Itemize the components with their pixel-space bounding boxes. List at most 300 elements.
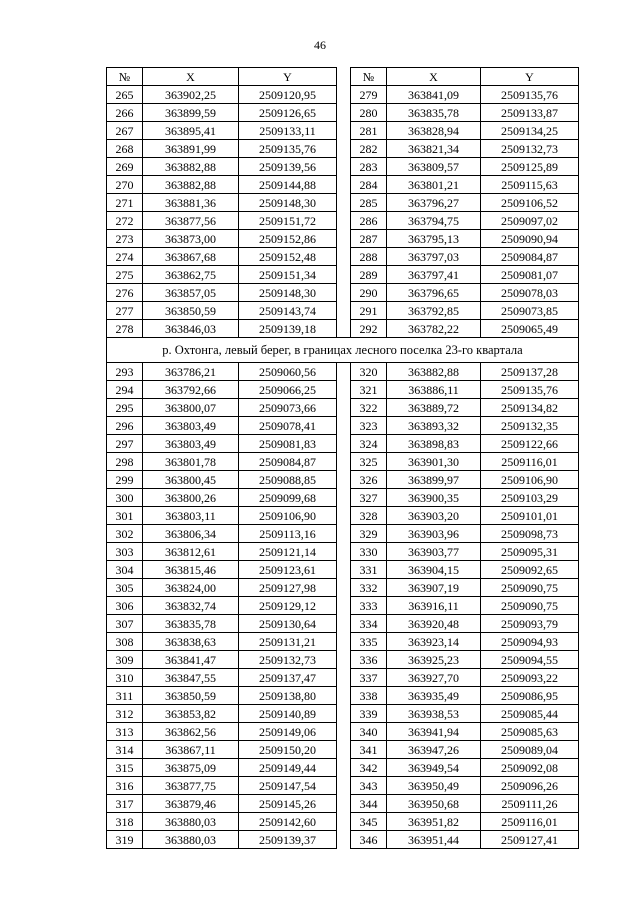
cell-right-y: 2509090,75 xyxy=(481,579,579,597)
table-row xyxy=(107,248,579,266)
cell-left-x: 363803,11 xyxy=(143,507,239,525)
cell-right-y: 2509094,93 xyxy=(481,633,579,651)
cell-left-num: 266 xyxy=(107,104,143,122)
cell-left-x: 363853,82 xyxy=(143,705,239,723)
cell-left-y: 2509131,21 xyxy=(239,633,337,651)
cell-left-y: 2509066,25 xyxy=(239,381,337,399)
cell-right-y: 2509085,44 xyxy=(481,705,579,723)
cell-left-num: 270 xyxy=(107,176,143,194)
cell-left-y: 2509113,16 xyxy=(239,525,337,543)
cell-right-y: 2509086,95 xyxy=(481,687,579,705)
table-row xyxy=(107,363,579,381)
cell-right-x: 363927,70 xyxy=(387,669,481,687)
column-gap xyxy=(337,399,351,417)
column-gap xyxy=(337,320,351,338)
cell-right-num: 327 xyxy=(351,489,387,507)
cell-right-x: 363801,21 xyxy=(387,176,481,194)
cell-right-y: 2509122,66 xyxy=(481,435,579,453)
table-row xyxy=(107,453,579,471)
column-gap xyxy=(337,158,351,176)
cell-right-y: 2509132,73 xyxy=(481,140,579,158)
table-row xyxy=(107,723,579,741)
table-row xyxy=(107,507,579,525)
column-gap xyxy=(337,248,351,266)
cell-left-x: 363880,03 xyxy=(143,813,239,831)
cell-right-y: 2509111,26 xyxy=(481,795,579,813)
cell-right-y: 2509085,63 xyxy=(481,723,579,741)
cell-right-num: 326 xyxy=(351,471,387,489)
block2-body xyxy=(107,363,579,849)
cell-left-x: 363850,59 xyxy=(143,302,239,320)
cell-right-y: 2509073,85 xyxy=(481,302,579,320)
cell-right-num: 330 xyxy=(351,543,387,561)
cell-right-num: 336 xyxy=(351,651,387,669)
table-row xyxy=(107,633,579,651)
table-row xyxy=(107,176,579,194)
header-num: № xyxy=(351,68,387,86)
table-row xyxy=(107,813,579,831)
cell-left-x: 363803,49 xyxy=(143,435,239,453)
cell-left-num: 306 xyxy=(107,597,143,615)
cell-right-y: 2509094,55 xyxy=(481,651,579,669)
cell-left-y: 2509147,54 xyxy=(239,777,337,795)
column-gap xyxy=(337,176,351,194)
column-gap xyxy=(337,453,351,471)
cell-left-x: 363891,99 xyxy=(143,140,239,158)
cell-left-y: 2509144,88 xyxy=(239,176,337,194)
cell-left-num: 271 xyxy=(107,194,143,212)
cell-right-x: 363794,75 xyxy=(387,212,481,230)
cell-right-y: 2509106,90 xyxy=(481,471,579,489)
column-gap xyxy=(337,363,351,381)
column-gap xyxy=(337,266,351,284)
column-gap xyxy=(337,777,351,795)
table-row xyxy=(107,381,579,399)
cell-right-num: 345 xyxy=(351,813,387,831)
cell-right-y: 2509127,41 xyxy=(481,831,579,849)
cell-right-y: 2509125,89 xyxy=(481,158,579,176)
cell-right-x: 363949,54 xyxy=(387,759,481,777)
cell-right-y: 2509065,49 xyxy=(481,320,579,338)
table-row xyxy=(107,561,579,579)
cell-left-num: 316 xyxy=(107,777,143,795)
block1-body xyxy=(107,86,579,338)
table-row xyxy=(107,266,579,284)
cell-right-num: 340 xyxy=(351,723,387,741)
cell-right-num: 332 xyxy=(351,579,387,597)
table-row xyxy=(107,597,579,615)
cell-left-num: 297 xyxy=(107,435,143,453)
cell-left-x: 363873,00 xyxy=(143,230,239,248)
column-gap xyxy=(337,417,351,435)
cell-left-num: 277 xyxy=(107,302,143,320)
column-gap xyxy=(337,597,351,615)
cell-left-x: 363786,21 xyxy=(143,363,239,381)
cell-right-num: 325 xyxy=(351,453,387,471)
cell-left-x: 363812,61 xyxy=(143,543,239,561)
cell-left-num: 319 xyxy=(107,831,143,849)
cell-left-x: 363895,41 xyxy=(143,122,239,140)
cell-left-num: 309 xyxy=(107,651,143,669)
cell-left-y: 2509151,34 xyxy=(239,266,337,284)
cell-left-x: 363800,26 xyxy=(143,489,239,507)
cell-left-num: 275 xyxy=(107,266,143,284)
table-row xyxy=(107,284,579,302)
cell-right-y: 2509133,87 xyxy=(481,104,579,122)
table-row xyxy=(107,104,579,122)
table-row xyxy=(107,651,579,669)
cell-right-x: 363886,11 xyxy=(387,381,481,399)
column-gap xyxy=(337,615,351,633)
cell-right-num: 282 xyxy=(351,140,387,158)
column-gap xyxy=(337,381,351,399)
cell-right-y: 2509092,08 xyxy=(481,759,579,777)
cell-left-x: 363838,63 xyxy=(143,633,239,651)
cell-right-num: 287 xyxy=(351,230,387,248)
cell-right-x: 363903,77 xyxy=(387,543,481,561)
cell-right-x: 363951,82 xyxy=(387,813,481,831)
cell-left-x: 363867,11 xyxy=(143,741,239,759)
cell-left-num: 293 xyxy=(107,363,143,381)
cell-left-x: 363850,59 xyxy=(143,687,239,705)
cell-left-y: 2509137,47 xyxy=(239,669,337,687)
column-gap xyxy=(337,813,351,831)
section-row xyxy=(107,338,579,363)
cell-left-num: 272 xyxy=(107,212,143,230)
cell-left-x: 363881,36 xyxy=(143,194,239,212)
cell-left-y: 2509099,68 xyxy=(239,489,337,507)
cell-right-y: 2509134,25 xyxy=(481,122,579,140)
cell-left-num: 307 xyxy=(107,615,143,633)
column-gap xyxy=(337,633,351,651)
cell-right-x: 363941,94 xyxy=(387,723,481,741)
cell-right-x: 363938,53 xyxy=(387,705,481,723)
cell-left-num: 301 xyxy=(107,507,143,525)
cell-right-y: 2509116,01 xyxy=(481,453,579,471)
cell-left-num: 312 xyxy=(107,705,143,723)
column-gap xyxy=(337,561,351,579)
cell-left-y: 2509081,83 xyxy=(239,435,337,453)
column-gap xyxy=(337,507,351,525)
cell-left-y: 2509143,74 xyxy=(239,302,337,320)
cell-left-y: 2509126,65 xyxy=(239,104,337,122)
column-gap xyxy=(337,741,351,759)
cell-right-x: 363903,20 xyxy=(387,507,481,525)
cell-left-x: 363902,25 xyxy=(143,86,239,104)
table-row xyxy=(107,140,579,158)
table-row xyxy=(107,543,579,561)
cell-right-num: 337 xyxy=(351,669,387,687)
cell-left-y: 2509121,14 xyxy=(239,543,337,561)
cell-left-num: 294 xyxy=(107,381,143,399)
cell-right-y: 2509097,02 xyxy=(481,212,579,230)
cell-right-x: 363923,14 xyxy=(387,633,481,651)
cell-right-num: 341 xyxy=(351,741,387,759)
cell-right-num: 284 xyxy=(351,176,387,194)
cell-left-num: 267 xyxy=(107,122,143,140)
column-gap xyxy=(337,795,351,813)
cell-left-y: 2509149,06 xyxy=(239,723,337,741)
cell-left-num: 296 xyxy=(107,417,143,435)
cell-left-y: 2509133,11 xyxy=(239,122,337,140)
header-y: Y xyxy=(239,68,337,86)
cell-left-x: 363857,05 xyxy=(143,284,239,302)
column-gap xyxy=(337,122,351,140)
header-x: X xyxy=(387,68,481,86)
cell-left-y: 2509139,18 xyxy=(239,320,337,338)
cell-right-y: 2509095,31 xyxy=(481,543,579,561)
cell-right-num: 324 xyxy=(351,435,387,453)
cell-right-y: 2509078,03 xyxy=(481,284,579,302)
cell-right-x: 363796,27 xyxy=(387,194,481,212)
header-x: X xyxy=(143,68,239,86)
column-gap xyxy=(337,651,351,669)
cell-right-num: 339 xyxy=(351,705,387,723)
cell-left-x: 363803,49 xyxy=(143,417,239,435)
cell-right-num: 289 xyxy=(351,266,387,284)
cell-left-y: 2509150,20 xyxy=(239,741,337,759)
cell-right-y: 2509101,01 xyxy=(481,507,579,525)
cell-right-y: 2509132,35 xyxy=(481,417,579,435)
table-header-row xyxy=(107,68,579,86)
cell-right-num: 279 xyxy=(351,86,387,104)
cell-right-x: 363796,65 xyxy=(387,284,481,302)
table-row xyxy=(107,489,579,507)
cell-left-num: 302 xyxy=(107,525,143,543)
cell-right-num: 328 xyxy=(351,507,387,525)
column-gap xyxy=(337,831,351,849)
cell-left-num: 313 xyxy=(107,723,143,741)
column-gap xyxy=(337,669,351,687)
table-row xyxy=(107,320,579,338)
cell-right-x: 363797,03 xyxy=(387,248,481,266)
cell-right-x: 363903,96 xyxy=(387,525,481,543)
cell-right-x: 363925,23 xyxy=(387,651,481,669)
cell-left-x: 363867,68 xyxy=(143,248,239,266)
cell-right-num: 285 xyxy=(351,194,387,212)
cell-right-num: 286 xyxy=(351,212,387,230)
cell-right-y: 2509081,07 xyxy=(481,266,579,284)
cell-right-y: 2509090,75 xyxy=(481,597,579,615)
cell-left-y: 2509152,86 xyxy=(239,230,337,248)
table-row xyxy=(107,399,579,417)
table-row xyxy=(107,777,579,795)
cell-left-num: 274 xyxy=(107,248,143,266)
cell-left-num: 304 xyxy=(107,561,143,579)
column-gap xyxy=(337,284,351,302)
table-row xyxy=(107,471,579,489)
cell-left-num: 317 xyxy=(107,795,143,813)
header-num: № xyxy=(107,68,143,86)
coordinates-table xyxy=(106,67,579,849)
cell-right-num: 344 xyxy=(351,795,387,813)
column-gap xyxy=(337,723,351,741)
cell-left-x: 363880,03 xyxy=(143,831,239,849)
cell-left-num: 303 xyxy=(107,543,143,561)
page-number: 46 xyxy=(314,38,326,52)
cell-right-num: 331 xyxy=(351,561,387,579)
cell-right-y: 2509134,82 xyxy=(481,399,579,417)
cell-left-y: 2509078,41 xyxy=(239,417,337,435)
cell-left-y: 2509152,48 xyxy=(239,248,337,266)
column-gap xyxy=(337,579,351,597)
cell-left-x: 363832,74 xyxy=(143,597,239,615)
cell-left-num: 295 xyxy=(107,399,143,417)
column-gap xyxy=(337,212,351,230)
cell-left-y: 2509142,60 xyxy=(239,813,337,831)
cell-left-y: 2509060,56 xyxy=(239,363,337,381)
cell-left-x: 363800,45 xyxy=(143,471,239,489)
cell-left-num: 299 xyxy=(107,471,143,489)
table-row xyxy=(107,579,579,597)
cell-right-y: 2509089,04 xyxy=(481,741,579,759)
cell-left-x: 363806,34 xyxy=(143,525,239,543)
cell-right-num: 342 xyxy=(351,759,387,777)
cell-left-x: 363792,66 xyxy=(143,381,239,399)
column-gap xyxy=(337,140,351,158)
cell-left-y: 2509145,26 xyxy=(239,795,337,813)
header-y: Y xyxy=(481,68,579,86)
cell-right-x: 363882,88 xyxy=(387,363,481,381)
cell-right-num: 334 xyxy=(351,615,387,633)
column-gap xyxy=(337,705,351,723)
table-row xyxy=(107,741,579,759)
column-gap xyxy=(337,759,351,777)
column-gap xyxy=(337,86,351,104)
cell-left-num: 300 xyxy=(107,489,143,507)
cell-right-x: 363828,94 xyxy=(387,122,481,140)
cell-left-x: 363882,88 xyxy=(143,158,239,176)
cell-right-num: 280 xyxy=(351,104,387,122)
table-row xyxy=(107,435,579,453)
cell-right-x: 363809,57 xyxy=(387,158,481,176)
cell-left-num: 298 xyxy=(107,453,143,471)
cell-right-x: 363782,22 xyxy=(387,320,481,338)
cell-left-x: 363835,78 xyxy=(143,615,239,633)
cell-left-x: 363877,56 xyxy=(143,212,239,230)
cell-right-x: 363889,72 xyxy=(387,399,481,417)
table-row xyxy=(107,831,579,849)
column-gap xyxy=(337,435,351,453)
table-row xyxy=(107,525,579,543)
table-row xyxy=(107,212,579,230)
cell-right-x: 363841,09 xyxy=(387,86,481,104)
cell-right-y: 2509115,63 xyxy=(481,176,579,194)
cell-left-num: 318 xyxy=(107,813,143,831)
cell-left-num: 314 xyxy=(107,741,143,759)
cell-left-x: 363846,03 xyxy=(143,320,239,338)
cell-left-y: 2509127,98 xyxy=(239,579,337,597)
cell-right-x: 363821,34 xyxy=(387,140,481,158)
cell-left-num: 268 xyxy=(107,140,143,158)
cell-left-x: 363877,75 xyxy=(143,777,239,795)
cell-right-num: 323 xyxy=(351,417,387,435)
cell-left-x: 363801,78 xyxy=(143,453,239,471)
cell-right-y: 2509093,79 xyxy=(481,615,579,633)
cell-right-x: 363935,49 xyxy=(387,687,481,705)
cell-right-x: 363951,44 xyxy=(387,831,481,849)
cell-right-x: 363901,30 xyxy=(387,453,481,471)
cell-left-y: 2509135,76 xyxy=(239,140,337,158)
cell-left-num: 269 xyxy=(107,158,143,176)
table-row xyxy=(107,795,579,813)
column-gap xyxy=(337,489,351,507)
cell-left-num: 315 xyxy=(107,759,143,777)
cell-right-y: 2509137,28 xyxy=(481,363,579,381)
column-gap xyxy=(337,525,351,543)
cell-right-num: 288 xyxy=(351,248,387,266)
table-row xyxy=(107,86,579,104)
cell-right-num: 283 xyxy=(351,158,387,176)
cell-right-num: 335 xyxy=(351,633,387,651)
cell-right-x: 363835,78 xyxy=(387,104,481,122)
table-row xyxy=(107,194,579,212)
cell-right-num: 320 xyxy=(351,363,387,381)
table-row xyxy=(107,417,579,435)
cell-right-y: 2509090,94 xyxy=(481,230,579,248)
cell-right-num: 321 xyxy=(351,381,387,399)
cell-right-y: 2509098,73 xyxy=(481,525,579,543)
cell-right-num: 322 xyxy=(351,399,387,417)
column-gap xyxy=(337,104,351,122)
cell-left-num: 265 xyxy=(107,86,143,104)
cell-left-y: 2509148,30 xyxy=(239,194,337,212)
cell-left-num: 305 xyxy=(107,579,143,597)
column-gap xyxy=(337,68,351,86)
table-row xyxy=(107,230,579,248)
cell-right-y: 2509093,22 xyxy=(481,669,579,687)
table-row xyxy=(107,705,579,723)
cell-right-y: 2509103,29 xyxy=(481,489,579,507)
cell-left-x: 363862,56 xyxy=(143,723,239,741)
cell-left-y: 2509106,90 xyxy=(239,507,337,525)
cell-left-y: 2509139,37 xyxy=(239,831,337,849)
cell-left-x: 363841,47 xyxy=(143,651,239,669)
cell-right-x: 363920,48 xyxy=(387,615,481,633)
cell-right-x: 363797,41 xyxy=(387,266,481,284)
cell-left-num: 311 xyxy=(107,687,143,705)
cell-left-x: 363815,46 xyxy=(143,561,239,579)
cell-left-y: 2509120,95 xyxy=(239,86,337,104)
cell-right-num: 291 xyxy=(351,302,387,320)
column-gap xyxy=(337,194,351,212)
cell-right-x: 363907,19 xyxy=(387,579,481,597)
cell-right-y: 2509135,76 xyxy=(481,381,579,399)
column-gap xyxy=(337,543,351,561)
cell-right-y: 2509092,65 xyxy=(481,561,579,579)
cell-right-y: 2509135,76 xyxy=(481,86,579,104)
cell-left-x: 363875,09 xyxy=(143,759,239,777)
cell-left-num: 308 xyxy=(107,633,143,651)
cell-right-num: 338 xyxy=(351,687,387,705)
cell-left-y: 2509138,80 xyxy=(239,687,337,705)
cell-right-num: 281 xyxy=(351,122,387,140)
cell-right-num: 292 xyxy=(351,320,387,338)
table-row xyxy=(107,759,579,777)
table-row xyxy=(107,302,579,320)
cell-left-x: 363800,07 xyxy=(143,399,239,417)
column-gap xyxy=(337,471,351,489)
cell-left-y: 2509132,73 xyxy=(239,651,337,669)
column-gap xyxy=(337,302,351,320)
cell-left-y: 2509148,30 xyxy=(239,284,337,302)
cell-right-x: 363795,13 xyxy=(387,230,481,248)
table-row xyxy=(107,615,579,633)
cell-right-num: 346 xyxy=(351,831,387,849)
cell-right-x: 363893,32 xyxy=(387,417,481,435)
cell-left-x: 363824,00 xyxy=(143,579,239,597)
cell-right-x: 363947,26 xyxy=(387,741,481,759)
